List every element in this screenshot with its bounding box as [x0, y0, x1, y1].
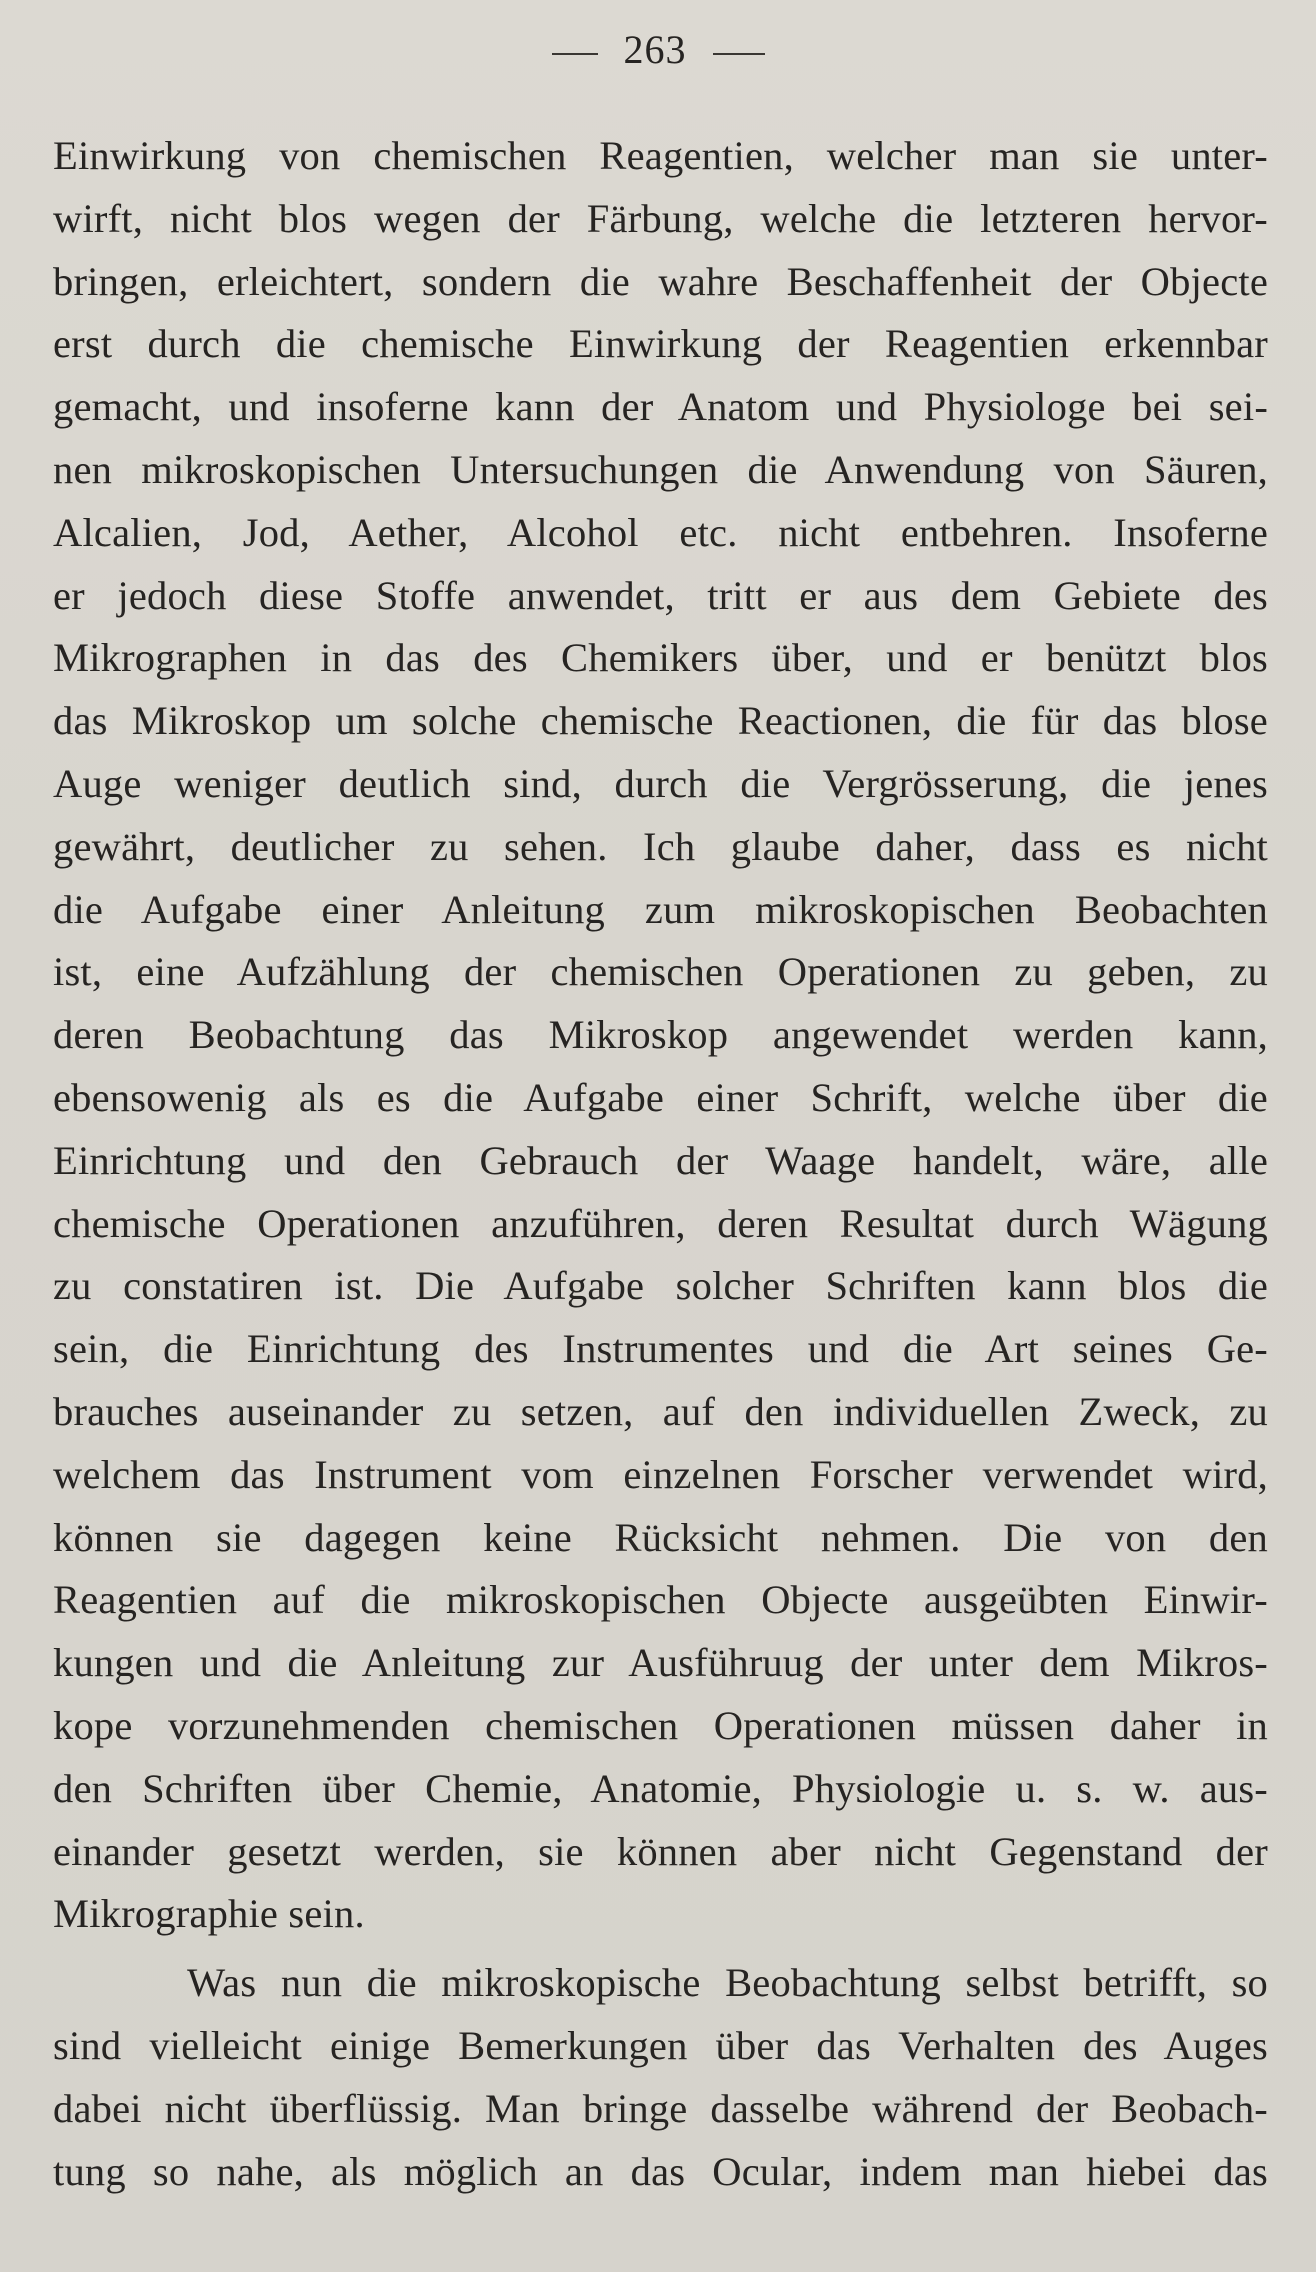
text-line: zu constatiren ist. Die Aufgabe solcher Schriften kann blos die	[53, 1263, 1268, 1309]
page-number: 263	[623, 27, 687, 72]
paragraph-2	[53, 1952, 1268, 2203]
text-line: ebensowenig als es die Aufgabe einer Schrift, welche über die	[53, 1074, 1268, 1120]
text-line: er jedoch diese Stoffe anwendet, tritt er aus dem Gebiete des	[53, 572, 1268, 618]
text-line: die Aufgabe einer Anleitung zum mikroskopischen Beobachten	[53, 886, 1268, 932]
text-line: nen mikroskopischen Untersuchungen die Anwendung von Säuren,	[53, 446, 1268, 492]
text-line: Mikrographen in das des Chemikers über, und er benützt blos	[53, 635, 1268, 681]
text-line: kope vorzunehmenden chemischen Operationen müssen daher in	[53, 1702, 1268, 1748]
text-line: wirft, nicht blos wegen der Färbung, welche die letzteren hervor-	[53, 195, 1268, 241]
text-body	[53, 125, 1268, 2203]
text-line: ist, eine Aufzählung der chemischen Operationen zu geben, zu	[53, 949, 1268, 995]
text-line: kungen und die Anleitung zur Ausführuug der unter dem Mikros-	[53, 1640, 1268, 1686]
header-dash-left	[552, 53, 598, 55]
header-dash-right	[713, 53, 765, 55]
text-line: Einrichtung und den Gebrauch der Waage handelt, wäre, alle	[53, 1137, 1268, 1183]
text-line: bringen, erleichtert, sondern die wahre Beschaffenheit der Objecte	[53, 258, 1268, 304]
text-line: brauches auseinander zu setzen, auf den individuellen Zweck, zu	[53, 1388, 1268, 1434]
text-line: einander gesetzt werden, sie können aber nicht Gegenstand der	[53, 1828, 1268, 1874]
page-header	[0, 22, 1316, 78]
text-line: Reagentien auf die mikroskopischen Objecte ausgeübten Einwir-	[53, 1577, 1268, 1623]
text-line: Mikrographie sein.	[53, 1891, 365, 1937]
text-line: können sie dagegen keine Rücksicht nehmen. Die von den	[53, 1514, 1268, 1560]
text-line: tung so nahe, als möglich an das Ocular, indem man hiebei das	[53, 2148, 1268, 2194]
text-line: welchem das Instrument vom einzelnen Forscher verwendet wird,	[53, 1451, 1268, 1497]
paragraph-1	[53, 125, 1268, 1946]
text-line: dabei nicht überflüssig. Man bringe dasselbe während der Beobach-	[53, 2085, 1268, 2131]
text-line: gewährt, deutlicher zu sehen. Ich glaube daher, dass es nicht	[53, 823, 1268, 869]
text-line: erst durch die chemische Einwirkung der Reagentien erkennbar	[53, 321, 1268, 367]
text-line: Was nun die mikroskopische Beobachtung selbst betrifft, so	[187, 1960, 1268, 2006]
text-line: gemacht, und insoferne kann der Anatom und Physiologe bei sei-	[53, 384, 1268, 430]
text-line: Einwirkung von chemischen Reagentien, welcher man sie unter-	[53, 133, 1268, 178]
text-line: den Schriften über Chemie, Anatomie, Physiologie u. s. w. aus-	[53, 1765, 1268, 1811]
text-line: chemische Operationen anzuführen, deren Resultat durch Wägung	[53, 1200, 1268, 1246]
text-line: sein, die Einrichtung des Instrumentes und die Art seines Ge-	[53, 1326, 1268, 1372]
text-line: deren Beobachtung das Mikroskop angewendet werden kann,	[53, 1012, 1268, 1058]
text-line: Alcalien, Jod, Aether, Alcohol etc. nicht entbehren. Insoferne	[53, 509, 1268, 555]
text-line: das Mikroskop um solche chemische Reactionen, die für das blose	[53, 698, 1268, 744]
text-line: Auge weniger deutlich sind, durch die Vergrösserung, die jenes	[53, 760, 1268, 806]
text-line: sind vielleicht einige Bemerkungen über das Verhalten des Auges	[53, 2022, 1268, 2068]
